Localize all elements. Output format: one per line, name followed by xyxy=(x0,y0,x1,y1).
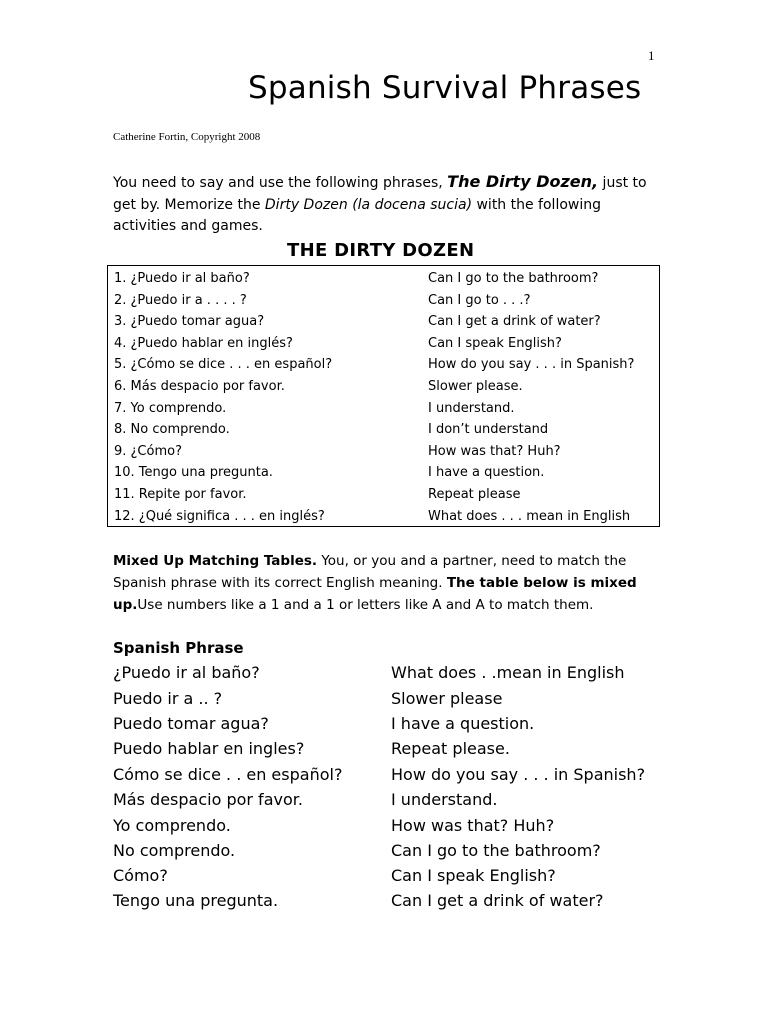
spanish-phrase: 1. ¿Puedo ir al baño? xyxy=(114,271,250,286)
spanish-phrase: 6. Más despacio por favor. xyxy=(114,378,285,394)
table-row xyxy=(114,269,659,291)
english-meaning: I don’t understand xyxy=(428,422,549,438)
intro-paragraph xyxy=(113,171,658,238)
table-row xyxy=(114,355,659,377)
spanish-phrase: Puedo hablar en ingles? xyxy=(113,739,305,758)
english-meaning: Repeat please. xyxy=(391,739,510,758)
english-meaning: Slower please xyxy=(391,689,503,708)
table-row xyxy=(114,399,659,421)
matching-row xyxy=(0,841,768,866)
english-meaning: Can I go to . . .? xyxy=(428,292,531,308)
table-row xyxy=(114,463,659,485)
spanish-phrase: 4. ¿Puedo hablar en inglés? xyxy=(114,335,293,351)
intro-dirty-dozen-bold: The Dirty Dozen, xyxy=(447,172,599,191)
matching-row xyxy=(0,891,768,916)
matching-row xyxy=(0,689,768,714)
intro-text-1: You need to say and use the following phrases, xyxy=(113,175,448,191)
mixed-up-instructions xyxy=(113,550,658,616)
spanish-phrase: ¿Puedo ir al baño? xyxy=(113,663,260,682)
page-title: Spanish Survival Phrases xyxy=(248,70,642,106)
spanish-phrase: No comprendo. xyxy=(113,841,236,860)
intro-text-3: with the following activities and games. xyxy=(113,196,601,234)
matching-row xyxy=(0,663,768,688)
spanish-phrase: 10. Tengo una pregunta. xyxy=(114,465,273,481)
english-meaning: How was that? Huh? xyxy=(428,443,561,459)
english-meaning: Can I go to the bathroom? xyxy=(391,841,601,860)
table-row xyxy=(114,442,659,464)
mixed-up-text-1: You, or you and a partner, need to match the Spanish phrase with its correct English meaning. xyxy=(113,553,627,591)
english-meaning: How do you say . . . in Spanish? xyxy=(428,357,635,373)
author-copyright: Catherine Fortin, Copyright 2008 xyxy=(113,131,261,143)
matching-column-header: Spanish Phrase xyxy=(113,639,244,657)
spanish-phrase: Puedo tomar agua? xyxy=(113,714,269,733)
matching-row xyxy=(0,816,768,841)
table-row xyxy=(114,334,659,356)
spanish-phrase: 9. ¿Cómo? xyxy=(114,443,182,459)
table-row xyxy=(114,485,659,507)
mixed-up-heading: Mixed Up Matching Tables. xyxy=(113,553,318,569)
english-meaning: What does . .mean in English xyxy=(391,663,625,682)
table-row xyxy=(114,507,659,529)
english-meaning: I have a question. xyxy=(391,714,535,733)
english-meaning: How do you say . . . in Spanish? xyxy=(391,765,646,784)
english-meaning: Can I get a drink of water? xyxy=(428,314,601,330)
mixed-up-emphasis: The table below is mixed up. xyxy=(113,575,637,613)
english-meaning: Can I get a drink of water? xyxy=(391,891,604,910)
english-meaning: I have a question. xyxy=(428,465,545,481)
english-meaning: Slower please. xyxy=(428,378,523,394)
table-row xyxy=(114,420,659,442)
english-meaning: How was that? Huh? xyxy=(391,816,555,835)
spanish-phrase: Cómo se dice . . en español? xyxy=(113,765,343,784)
english-meaning: Can I go to the bathroom? xyxy=(428,271,599,286)
matching-row xyxy=(0,790,768,815)
english-meaning: What does . . . mean in English xyxy=(428,508,631,524)
dirty-dozen-heading: THE DIRTY DOZEN xyxy=(287,240,475,261)
spanish-phrase: Tengo una pregunta. xyxy=(113,891,279,910)
dirty-dozen-table xyxy=(107,265,660,527)
table-row xyxy=(114,312,659,334)
table-row xyxy=(114,377,659,399)
matching-row xyxy=(0,739,768,764)
spanish-phrase: 5. ¿Cómo se dice . . . en español? xyxy=(114,357,333,373)
spanish-phrase: 11. Repite por favor. xyxy=(114,486,247,502)
spanish-phrase: 2. ¿Puedo ir a . . . . ? xyxy=(114,292,247,308)
intro-text-2: just to get by. Memorize the xyxy=(113,175,647,213)
english-meaning: I understand. xyxy=(428,400,515,416)
spanish-phrase: Yo comprendo. xyxy=(113,816,231,835)
page-number: 1 xyxy=(648,48,655,63)
spanish-phrase: Cómo? xyxy=(113,866,168,885)
table-row xyxy=(114,291,659,313)
english-meaning: I understand. xyxy=(391,790,498,809)
matching-row xyxy=(0,866,768,891)
spanish-phrase: Más despacio por favor. xyxy=(113,790,303,809)
spanish-phrase: 8. No comprendo. xyxy=(114,422,230,438)
matching-row xyxy=(0,765,768,790)
spanish-phrase: 12. ¿Qué significa . . . en inglés? xyxy=(114,508,325,524)
mixed-up-text-2: Use numbers like a 1 and a 1 or letters like A and A to match them. xyxy=(137,597,594,613)
english-meaning: Can I speak English? xyxy=(428,335,562,351)
spanish-phrase: 3. ¿Puedo tomar agua? xyxy=(114,314,265,330)
spanish-phrase: 7. Yo comprendo. xyxy=(114,400,227,416)
matching-row xyxy=(0,714,768,739)
english-meaning: Can I speak English? xyxy=(391,866,556,885)
english-meaning: Repeat please xyxy=(428,486,521,502)
intro-dirty-dozen-italic: Dirty Dozen (la docena sucia) xyxy=(264,196,473,213)
spanish-phrase: Puedo ir a .. ? xyxy=(113,689,223,708)
